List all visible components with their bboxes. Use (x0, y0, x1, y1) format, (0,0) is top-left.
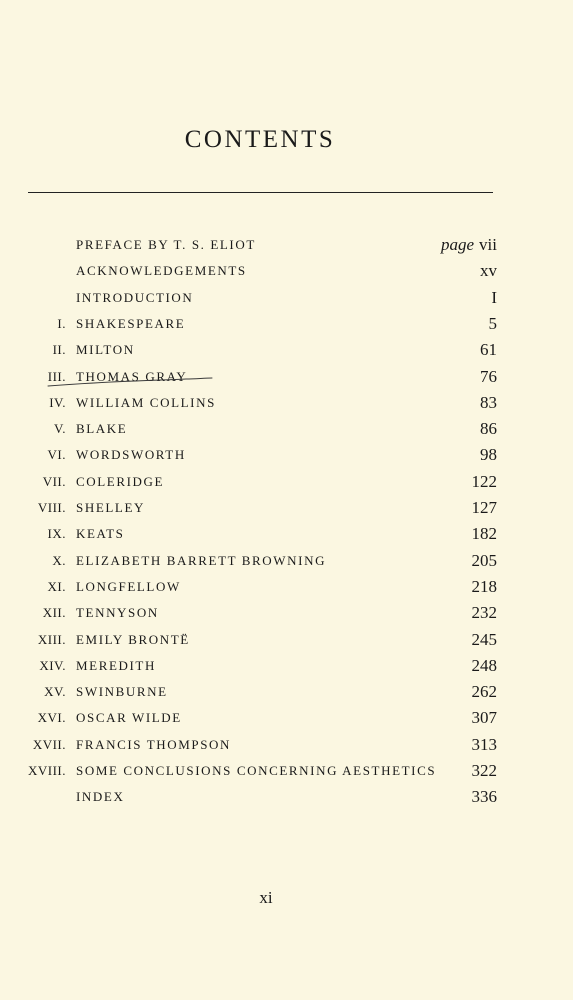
page-number (472, 787, 498, 807)
page-value: 122 (471, 471, 497, 491)
chapter-number: IV. (49, 394, 66, 410)
chapter-title: WORDSWORTH (76, 447, 186, 463)
page-value: 322 (471, 761, 497, 780)
chapter-number: X. (52, 552, 66, 568)
chapter-number: III. (47, 368, 66, 384)
toc-entry (0, 522, 573, 548)
page-value: I (491, 287, 497, 307)
toc-entry (0, 391, 573, 417)
toc-entry (0, 365, 573, 391)
toc-entry (0, 286, 573, 312)
page-number (472, 524, 498, 544)
chapter-number: XII. (42, 605, 66, 621)
chapter-title: FRANCIS THOMPSON (76, 736, 232, 752)
page-number (472, 761, 498, 781)
page-number (472, 603, 498, 623)
chapter-title: SOME CONCLUSIONS CONCERNING AESTHETICS (76, 763, 437, 778)
chapter-title: MEREDITH (76, 657, 156, 673)
page-number (491, 288, 497, 308)
toc-entry (0, 706, 573, 732)
chapter-title: OSCAR WILDE (76, 710, 182, 726)
chapter-number: II. (52, 342, 66, 358)
toc-entry (0, 628, 573, 654)
page-value: 245 (471, 629, 497, 649)
folio-page-number: xi (259, 888, 273, 907)
page-number (472, 551, 498, 571)
page-number (480, 445, 497, 465)
toc-entry (0, 233, 573, 259)
chapter-number: I. (57, 315, 66, 331)
page-number (480, 340, 497, 360)
chapter-number: XIII. (37, 631, 66, 647)
chapter-title: KEATS (76, 526, 125, 542)
chapter-number: XI. (47, 578, 66, 594)
chapter-title: PREFACE BY T. S. ELIOT (76, 237, 256, 252)
page-number (489, 314, 498, 334)
page-value: 86 (480, 419, 497, 439)
toc-entry (0, 785, 573, 811)
contents-heading: CONTENTS (184, 126, 336, 153)
page-value: 98 (480, 445, 497, 465)
page-number (480, 367, 497, 387)
page-word-label: page (441, 235, 475, 254)
page-value: 61 (480, 340, 497, 360)
chapter-title: INTRODUCTION (76, 289, 194, 305)
page-number (472, 708, 498, 728)
chapter-number: XVII. (32, 736, 66, 752)
heading-rule (28, 192, 493, 193)
page-number (472, 656, 498, 676)
page-value: 313 (471, 734, 497, 754)
page-number (472, 735, 498, 755)
toc-entry (0, 259, 573, 285)
page-number (480, 419, 497, 439)
chapter-number: XV. (44, 684, 66, 700)
page-value: 262 (471, 682, 497, 702)
page-value: xv (480, 261, 497, 281)
chapter-number: XIV. (39, 657, 66, 673)
page-value: 232 (471, 603, 497, 623)
page-number (472, 630, 498, 650)
toc-entry (0, 470, 573, 496)
chapter-title: TENNYSON (76, 605, 159, 621)
toc-entry (0, 338, 573, 364)
page-value: 307 (471, 708, 497, 728)
toc-entry (0, 575, 573, 601)
page-value: vii (479, 235, 497, 254)
page-value: 248 (471, 655, 497, 675)
toc-entry (0, 443, 573, 469)
chapter-title: MILTON (76, 342, 135, 358)
toc-entry (0, 733, 573, 759)
toc-entry (0, 417, 573, 443)
chapter-title: COLERIDGE (76, 473, 165, 489)
chapter-number: VIII. (37, 500, 66, 515)
chapter-title: WILLIAM COLLINS (76, 394, 216, 410)
page-value: 5 (488, 313, 497, 333)
chapter-title: ACKNOWLEDGEMENTS (76, 263, 247, 279)
toc-entry (0, 312, 573, 338)
toc-entry (0, 549, 573, 575)
toc-entry (0, 496, 573, 522)
page-value: 218 (471, 576, 497, 596)
chapter-number: VI. (47, 447, 66, 463)
page-number (441, 235, 497, 255)
page-value: 205 (471, 550, 497, 570)
chapter-number: XVI. (37, 710, 66, 726)
chapter-title: ELIZABETH BARRETT BROWNING (76, 552, 327, 568)
page-value: 83 (480, 392, 497, 412)
chapter-number: V. (54, 421, 66, 437)
page-number (472, 682, 498, 702)
chapter-title: INDEX (76, 789, 125, 805)
chapter-title: SHELLEY (76, 500, 145, 515)
page-number (480, 261, 497, 281)
page-value: 182 (471, 524, 497, 544)
chapter-title: SHAKESPEARE (76, 315, 186, 331)
chapter-title: BLAKE (76, 421, 128, 437)
chapter-title: LONGFELLOW (76, 578, 181, 594)
page-number (472, 472, 498, 492)
toc-entry (0, 759, 573, 785)
page-number (472, 498, 498, 518)
toc-entry (0, 680, 573, 706)
chapter-number: XVIII. (27, 763, 66, 778)
page-number (480, 393, 497, 413)
chapter-title: SWINBURNE (76, 684, 168, 700)
toc-entry (0, 654, 573, 680)
page-number (472, 577, 498, 597)
chapter-title: EMILY BRONTË (76, 631, 190, 647)
toc-entry (0, 601, 573, 627)
page-value: 76 (480, 366, 497, 386)
chapter-title: THOMAS GRAY (76, 368, 188, 384)
chapter-number: VII. (42, 473, 66, 489)
chapter-number: IX. (47, 526, 66, 542)
page-value: 336 (471, 787, 497, 807)
page-value: 127 (471, 498, 497, 517)
